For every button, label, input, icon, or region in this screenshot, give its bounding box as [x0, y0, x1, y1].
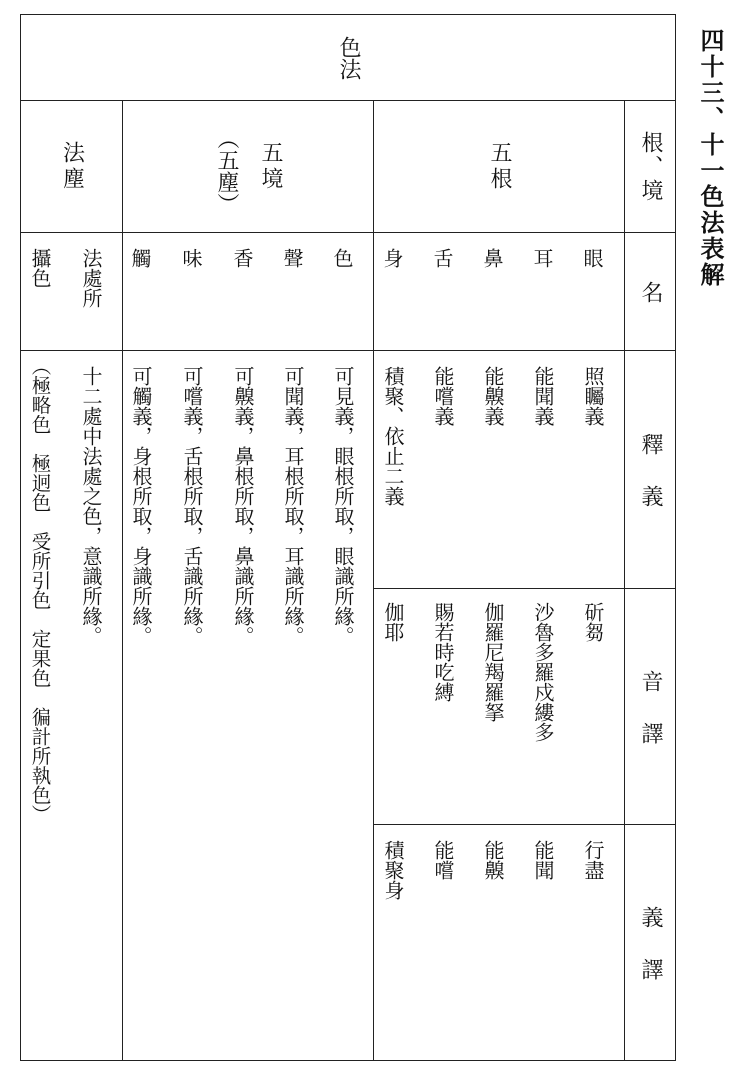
name-row-divider [20, 350, 676, 351]
dharma-name-dharma-place: 法處所 [79, 248, 103, 308]
root-translation-ear: 能聞 [531, 840, 555, 880]
header-color-dharma-cell [21, 15, 675, 100]
object-meaning-touch: 可觸義，身根所取，身識所緣。 [129, 366, 153, 646]
header-five-dusts: （五塵） [214, 126, 239, 215]
dharma-meaning-five-kinds: （極略色 極迥色 受所引色 定果色 徧計所執色） [28, 356, 52, 824]
root-name-nose: 鼻 [480, 248, 504, 268]
object-meaning-smell: 可齅義，鼻根所取，鼻識所緣。 [231, 366, 255, 646]
object-name-sound: 聲 [280, 248, 304, 268]
header-root-sense: 根、境 [638, 130, 663, 203]
object-meaning-sound: 可聞義，耳根所取，耳識所緣。 [281, 366, 305, 646]
root-translation-tongue: 能嚐 [431, 840, 455, 880]
table-border-bottom [20, 1060, 676, 1061]
header-dharma-dust: 法塵 [59, 140, 85, 193]
root-translation-nose: 能齅 [481, 840, 505, 880]
root-transliteration-tongue: 賜若時吃縛 [431, 602, 455, 702]
root-transliteration-ear: 沙魯多羅戍縷多 [531, 602, 555, 742]
root-translation-eye: 行盡 [581, 840, 605, 880]
object-name-taste: 味 [179, 248, 203, 268]
object-name-smell: 香 [230, 248, 254, 268]
root-name-tongue: 舌 [430, 248, 454, 268]
row-label-translation-cell [625, 825, 675, 1060]
row-label-translation: 義譯 [638, 905, 663, 1010]
row-label-name-cell [625, 233, 675, 350]
header-five-roots: 五根 [487, 140, 512, 193]
root-meaning-ear: 能聞義 [531, 366, 555, 426]
row-label-meaning-cell [625, 351, 675, 588]
object-name-touch: 觸 [128, 248, 152, 268]
root-translation-body: 積聚身 [381, 840, 405, 900]
header-dharma-dust-cell [21, 101, 122, 232]
header-root-sense-cell [625, 101, 675, 232]
root-meaning-eye: 照矚義 [581, 366, 605, 426]
dharma-name-included-color: 攝色 [28, 248, 52, 288]
column-divider-dharma [122, 100, 123, 1061]
row-label-transliteration-cell [625, 589, 675, 824]
root-meaning-tongue: 能嚐義 [431, 366, 455, 426]
column-divider-objects [373, 100, 374, 1061]
root-transliteration-eye: 斫芻 [581, 602, 605, 642]
category-divider [20, 232, 676, 233]
header-five-objects: 五境 [258, 140, 283, 193]
root-meaning-nose: 能齅義 [481, 366, 505, 426]
object-meaning-taste: 可嚐義，舌根所取，舌識所緣。 [180, 366, 204, 646]
row-label-meaning: 釋義 [638, 432, 663, 537]
table-border-right [675, 14, 676, 1061]
object-name-color: 色 [330, 248, 354, 268]
row-label-transliteration: 音譯 [638, 669, 663, 774]
header-color-dharma: 色法 [336, 35, 361, 80]
root-name-body: 身 [380, 248, 404, 268]
header-five-roots-cell [374, 101, 624, 232]
object-meaning-color: 可見義，眼根所取，眼識所緣。 [331, 366, 355, 646]
root-transliteration-nose: 伽羅尼羯羅拏 [481, 602, 505, 722]
dharma-meaning-mind-object: 十二處中法處之色，意識所緣。 [79, 366, 103, 646]
header-five-objects-cell [123, 101, 373, 232]
page-title: 四十三、十一色法表解 [696, 28, 725, 288]
root-meaning-body: 積聚、依止二義 [381, 366, 405, 506]
row-label-name: 名 [638, 280, 663, 303]
root-name-eye: 眼 [580, 248, 604, 268]
root-transliteration-body: 伽耶 [381, 602, 405, 642]
root-name-ear: 耳 [530, 248, 554, 268]
